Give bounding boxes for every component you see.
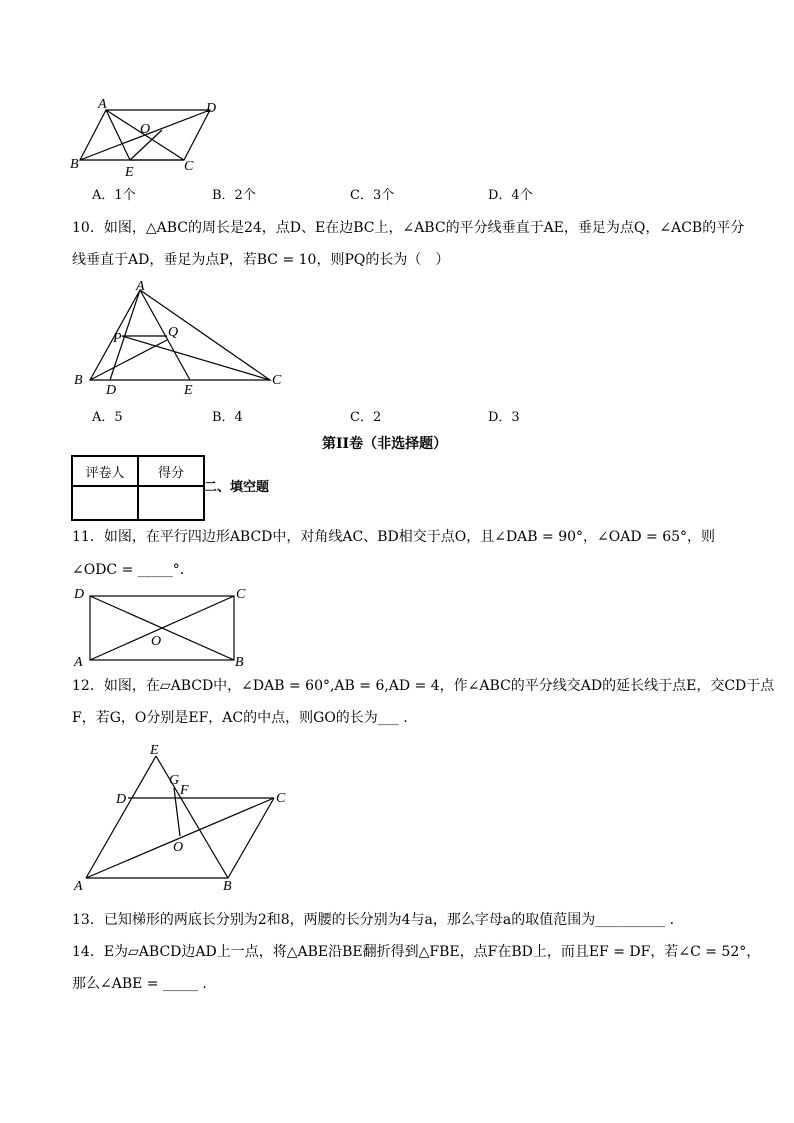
q12-label-d: D [116,792,127,807]
q10-label-b: B [74,373,83,388]
grader-header-score: 得分 [138,456,204,486]
q9-label-o: O [140,122,151,137]
q9-label-c: C [184,159,194,174]
q14-text-line1: 14．E为▱ABCD边AD上一点，将△ABE沿BE翻折得到△FBE，点F在BD上，而且EF = DF，若∠C = 52°， [72,944,761,960]
section-title: 第II卷（非选择题） [322,436,448,452]
q11-label-c: C [236,587,246,602]
q12-label-e: E [150,743,159,758]
grader-table [71,455,205,521]
q9-option-a: A．1个 [92,188,136,203]
q11-figure [70,584,260,670]
q14-text-line2: 那么∠ABE = _____ . [72,976,207,992]
q11-text-line2: ∠ODC = _____°. [72,562,185,578]
part-label-fill-in: 二、填空题 [204,480,270,495]
q10-option-d: D．3 [488,410,520,425]
q13-text-line1: 13．已知梯形的两底长分别为2和8，两腰的长分别为4与a，那么字母a的取值范围为__________ . [72,912,675,928]
grader-header-reviewer: 评卷人 [72,456,138,486]
q10-label-q: Q [168,325,179,340]
q9-option-d: D．4个 [488,188,533,203]
q10-label-d: D [106,383,117,398]
q10-label-e: E [184,383,193,398]
q12-label-g: G [169,773,180,788]
q9-label-a: A [98,97,107,112]
q9-label-b: B [70,157,79,172]
q11-text-line1: 11．如图，在平行四边形ABCD中，对角线AC、BD相交于点O，且∠DAB = 90°，∠OAD = 65°，则 [72,529,716,545]
q11-label-d: D [74,587,85,602]
q9-option-c: C．3个 [350,188,395,203]
q10-option-a: A．5 [92,410,123,425]
q9-label-e: E [125,165,134,178]
q10-figure [70,276,290,400]
q9-figure [66,96,226,178]
grader-cell-reviewer [72,486,138,520]
q12-label-a: A [74,879,83,894]
q9-label-d: D [206,101,217,116]
q10-label-a: A [136,279,145,294]
q10-text-line2: 线垂直于AD，垂足为点P，若BC = 10，则PQ的长为（ ） [72,252,450,268]
q10-option-b: B．4 [212,410,243,425]
q11-label-b: B [235,655,244,670]
grader-cell-score [138,486,204,520]
q12-text-line2: F，若G，O分别是EF，AC的中点，则GO的长为___ . [72,710,408,726]
q11-label-a: A [74,655,83,670]
q12-label-o: O [173,840,184,855]
q10-label-p: P [113,331,122,346]
q12-label-f: F [180,783,189,798]
q12-text-line1: 12．如图，在▱ABCD中，∠DAB = 60°,AB = 6,AD = 4，作∠ABC的平分线交AD的延长线于点E，交CD于点 [72,678,775,694]
q10-label-c: C [272,373,282,388]
q12-figure [70,740,300,894]
q12-label-c: C [276,791,286,806]
q10-option-c: C．2 [350,410,382,425]
q12-label-b: B [223,879,232,894]
q10-text-line1: 10．如图，△ABC的周长是24，点D、E在边BC上，∠ABC的平分线垂直于AE，垂足为点Q，∠ACB的平分 [72,220,745,236]
q11-label-o: O [151,634,162,649]
q9-option-b: B．2个 [212,188,256,203]
